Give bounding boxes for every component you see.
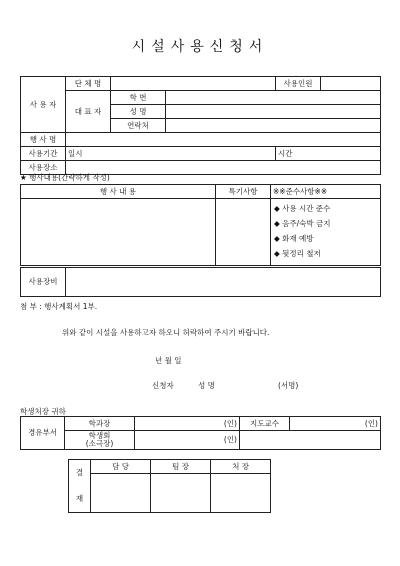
event-name-field[interactable] [66, 133, 381, 147]
content-table [20, 184, 381, 266]
approval-label-top: 결 [75, 468, 84, 477]
rule-item: ◆ 뒷정리 철저 [274, 249, 321, 258]
student-id-field[interactable] [166, 91, 381, 105]
applicant-label: 사 용 자 [21, 77, 66, 133]
people-count-label: 사용인원 [276, 77, 321, 91]
content-header: 행 사 내 용 [21, 185, 216, 199]
advisor-label: 지도교수 [240, 417, 290, 431]
name-label: 성 명 [111, 105, 166, 119]
dept-head-seal: (인) [135, 417, 240, 431]
equipment-field[interactable] [66, 268, 381, 297]
route-table [20, 416, 381, 450]
signer-name-label: 성 명 [198, 381, 215, 390]
rules-list [271, 199, 381, 266]
period-date-label: 일시 [68, 148, 83, 158]
approval-sign-staff[interactable] [91, 474, 151, 513]
route-label: 경유부서 [21, 417, 65, 450]
period-label: 사용기간 [21, 147, 66, 161]
rule-item: ◆ 음주/숙박 금지 [274, 219, 331, 228]
applicant-table [20, 76, 381, 175]
place-field[interactable] [66, 161, 381, 175]
attachment-line: 첨 부 : 행사계획서 1부. [20, 302, 98, 311]
period-time-cell[interactable] [276, 147, 381, 161]
route-blank [240, 431, 381, 450]
council-line-1: 학생회 [88, 431, 111, 440]
council-line-2: (소극장) [85, 439, 114, 448]
approval-label [69, 460, 91, 513]
approval-header-team-lead: 팀 장 [151, 460, 211, 474]
contact-field[interactable] [166, 119, 381, 133]
place-label: 사용장소 [21, 161, 66, 175]
advisor-seal: (인) [290, 417, 381, 431]
signature-mark: (서명) [278, 381, 299, 390]
rules-header: ※※준수사항※※ [271, 185, 381, 199]
approval-label-bottom: 재 [75, 494, 84, 503]
event-name-label: 행 사 명 [21, 133, 66, 147]
org-name-field[interactable] [111, 77, 276, 91]
contact-label: 연락처 [111, 119, 166, 133]
org-name-label: 단 체 명 [66, 77, 111, 91]
content-field[interactable] [21, 199, 216, 266]
rule-item: ◆ 화재 예방 [274, 234, 314, 243]
period-date-cell[interactable] [66, 147, 276, 161]
special-header: 특기사항 [216, 185, 271, 199]
approval-header-staff: 담 당 [91, 460, 151, 474]
student-id-label: 학 번 [111, 91, 166, 105]
page-title: 시설사용신청서 [131, 39, 269, 55]
council-label [65, 431, 135, 450]
people-count-field[interactable] [321, 77, 381, 91]
approval-header-director: 처 장 [211, 460, 271, 474]
rule-item: ◆ 사용 시간 준수 [274, 204, 331, 213]
council-seal: (인) [135, 431, 240, 450]
name-field[interactable] [166, 105, 381, 119]
approval-sign-director[interactable] [211, 474, 271, 513]
special-field[interactable] [216, 199, 271, 266]
representative-label: 대 표 자 [66, 91, 111, 133]
dept-head-label: 학과장 [65, 417, 135, 431]
period-time-label: 시간 [278, 148, 293, 158]
approval-sign-team-lead[interactable] [151, 474, 211, 513]
equipment-table [20, 267, 381, 297]
content-note: ★ 행사내용(간략하게 작성) [20, 173, 110, 182]
approval-table [68, 459, 271, 513]
equipment-label: 사용장비 [21, 268, 66, 297]
date-line: 년 월 일 [155, 356, 182, 365]
request-statement: 위와 같이 시설을 사용하고자 하오니 허락하여 주시기 바랍니다. [62, 328, 270, 337]
signer-label: 신청자 [152, 381, 174, 390]
recipient-line: 학생처장 귀하 [20, 407, 66, 416]
